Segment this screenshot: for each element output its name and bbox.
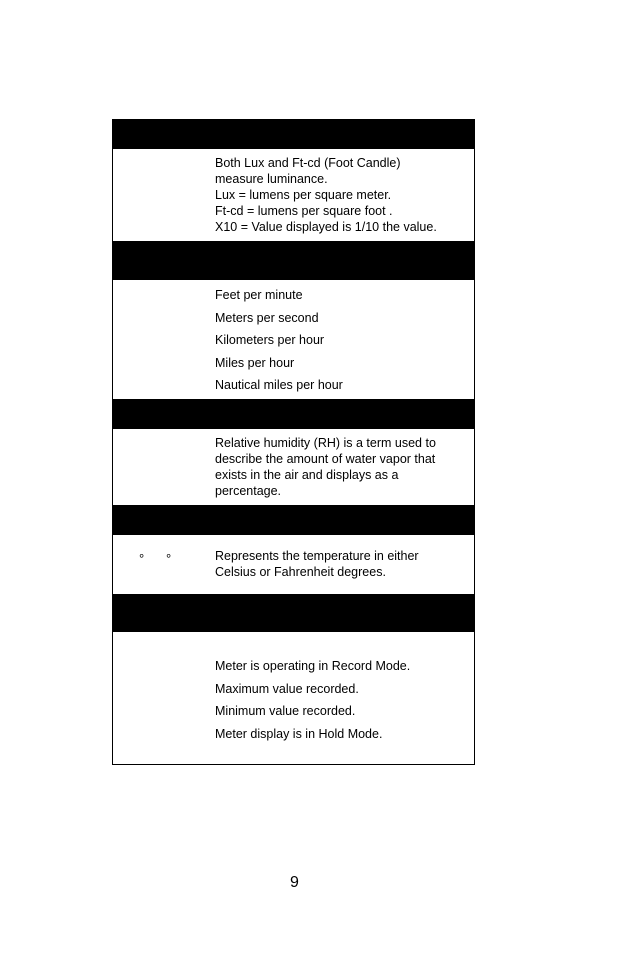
header-bar-light: [113, 120, 474, 149]
mode-record: Meter is operating in Record Mode.: [215, 659, 411, 673]
light-line: Ft-cd = lumens per square foot .: [215, 204, 393, 218]
mode-max: Maximum value recorded.: [215, 682, 359, 696]
page-number: 9: [290, 874, 299, 891]
mode-hold: Meter display is in Hold Mode.: [215, 727, 383, 741]
airflow-unit-ms: Meters per second: [215, 311, 319, 325]
light-line: Both Lux and Ft-cd (Foot Candle): [215, 156, 401, 170]
humidity-line: Relative humidity (RH) is a term used to: [215, 436, 436, 450]
temperature-line: Celsius or Fahrenheit degrees.: [215, 565, 386, 579]
degree-symbol-fahrenheit: °: [166, 551, 172, 566]
humidity-line: percentage.: [215, 484, 282, 498]
humidity-description: [215, 435, 436, 499]
temperature-description: [215, 548, 419, 580]
symbols-table: [112, 119, 475, 765]
header-bar-airflow: [113, 241, 474, 280]
header-bar-temperature: [113, 505, 474, 535]
light-line: X10 = Value displayed is 1/10 the value.: [215, 220, 437, 234]
light-line: Lux = lumens per square meter.: [215, 188, 392, 202]
light-description: [215, 155, 437, 235]
header-bar-humidity: [113, 399, 474, 429]
mode-min: Minimum value recorded.: [215, 704, 356, 718]
airflow-unit-knots: Nautical miles per hour: [215, 378, 343, 392]
humidity-line: describe the amount of water vapor that: [215, 452, 436, 466]
degree-symbol-celsius: °: [139, 551, 145, 566]
header-bar-modes: [113, 594, 474, 632]
airflow-unit-kmh: Kilometers per hour: [215, 333, 325, 347]
light-line: measure luminance.: [215, 172, 328, 186]
airflow-unit-fpm: Feet per minute: [215, 288, 303, 302]
temperature-line: Represents the temperature in either: [215, 549, 419, 563]
humidity-line: exists in the air and displays as a: [215, 468, 399, 482]
airflow-unit-mph: Miles per hour: [215, 356, 295, 370]
